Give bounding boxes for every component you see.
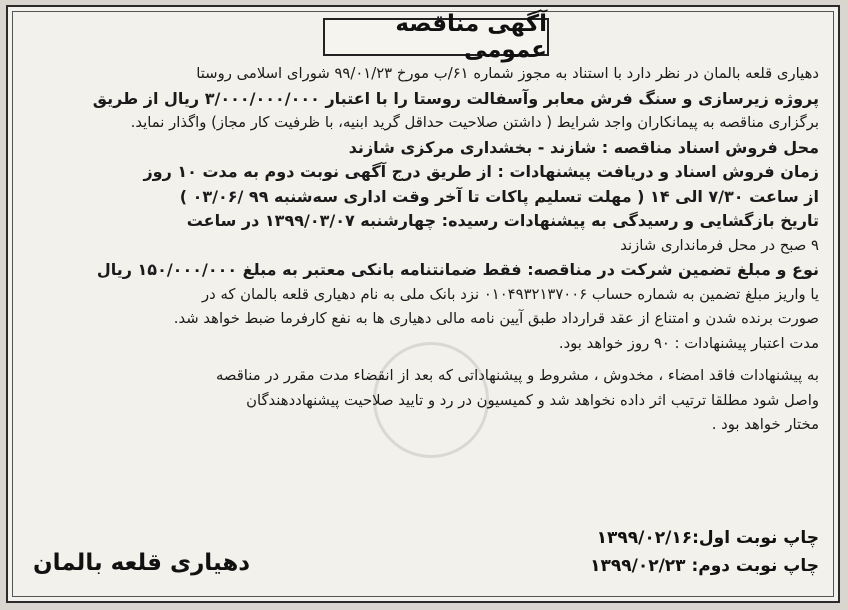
notice-footer xyxy=(27,526,819,586)
body-line: زمان فروش اسناد و دریافت پیشنهادات : از طریق درج آگهی نوبت دوم به مدت ۱۰ روز xyxy=(143,162,819,181)
body-line: یا واریز مبلغ تضمین به شماره حساب ۰۱۰۴۹۳۲۱۳۷۰۰۶ نزد بانک ملی به نام دهیاری قلعه بالمان که در xyxy=(202,285,819,303)
body-line: مختار خواهد بود . xyxy=(711,416,819,433)
notice-body xyxy=(27,62,819,438)
title-box xyxy=(323,11,549,63)
body-line: برگزاری مناقصه به پیمانکاران واجد شرایط ( داشتن صلاحیت حداقل گرید ابنیه، با ظرفیت کار مجاز) واگذار نماید. xyxy=(130,114,819,131)
body-line: نوع و مبلغ تضمین شرکت در مناقصه: فقط ضمانتنامه بانکی معتبر به مبلغ ۱۵۰/۰۰۰/۰۰۰ ریال xyxy=(96,260,819,279)
body-line: دهیاری قلعه بالمان در نظر دارد با استناد به مجوز شماره ۶۱/ب مورخ ۹۹/۰۱/۲۳ شورای اسلامی روستا xyxy=(196,65,819,82)
body-line: مدت اعتبار پیشنهادات : ۹۰ روز خواهد بود. xyxy=(558,334,819,352)
body-line: از ساعت ۷/۳۰ الی ۱۴ ( مهلت تسلیم پاکات تا آخر وقت اداری سه‌شنبه ۹۹ /۰۳/۰۶ ) xyxy=(179,186,819,206)
body-line: به پیشنهادات فاقد امضاء ، مخدوش ، مشروط و پیشنهاداتی که بعد از انقضاء مدت مقرر در مناقصه xyxy=(215,367,819,384)
notice-page xyxy=(6,5,840,603)
print-first-date: چاپ نوبت اول:۱۳۹۹/۰۲/۱۶ xyxy=(596,528,819,548)
notice-title: آگهی مناقصه عمومی xyxy=(395,11,547,63)
body-line: محل فروش اسناد مناقصه : شازند - بخشداری مرکزی شازند xyxy=(348,137,819,157)
body-line: واصل شود مطلقا ترتیب اثر داده نخواهد شد و کمیسیون در رد و تایید صلاحیت پیشنهاددهندگان xyxy=(246,391,819,409)
body-line: تاریخ بازگشایی و رسیدگی به پیشنهادات رسیده: چهارشنبه ۱۳۹۹/۰۳/۰۷ در ساعت xyxy=(186,211,819,230)
body-line: ۹ صبح در محل فرمانداری شازند xyxy=(620,236,819,254)
body-line: صورت برنده شدن و امتناع از عقد قرارداد طبق آیین نامه مالی دهیاری ها به نفع کارفرما ضبط خواهد شد. xyxy=(173,310,819,327)
body-line: پروژه زیرسازی و سنگ فرش معابر وآسفالت روستا را با اعتبار ۳/۰۰۰/۰۰۰/۰۰۰ ریال از طریق xyxy=(92,88,819,108)
signature: دهیاری قلعه بالمان xyxy=(33,550,251,576)
print-second-date: چاپ نوبت دوم: ۱۳۹۹/۰۲/۲۳ xyxy=(590,556,819,576)
notice-inner-border xyxy=(12,11,834,597)
